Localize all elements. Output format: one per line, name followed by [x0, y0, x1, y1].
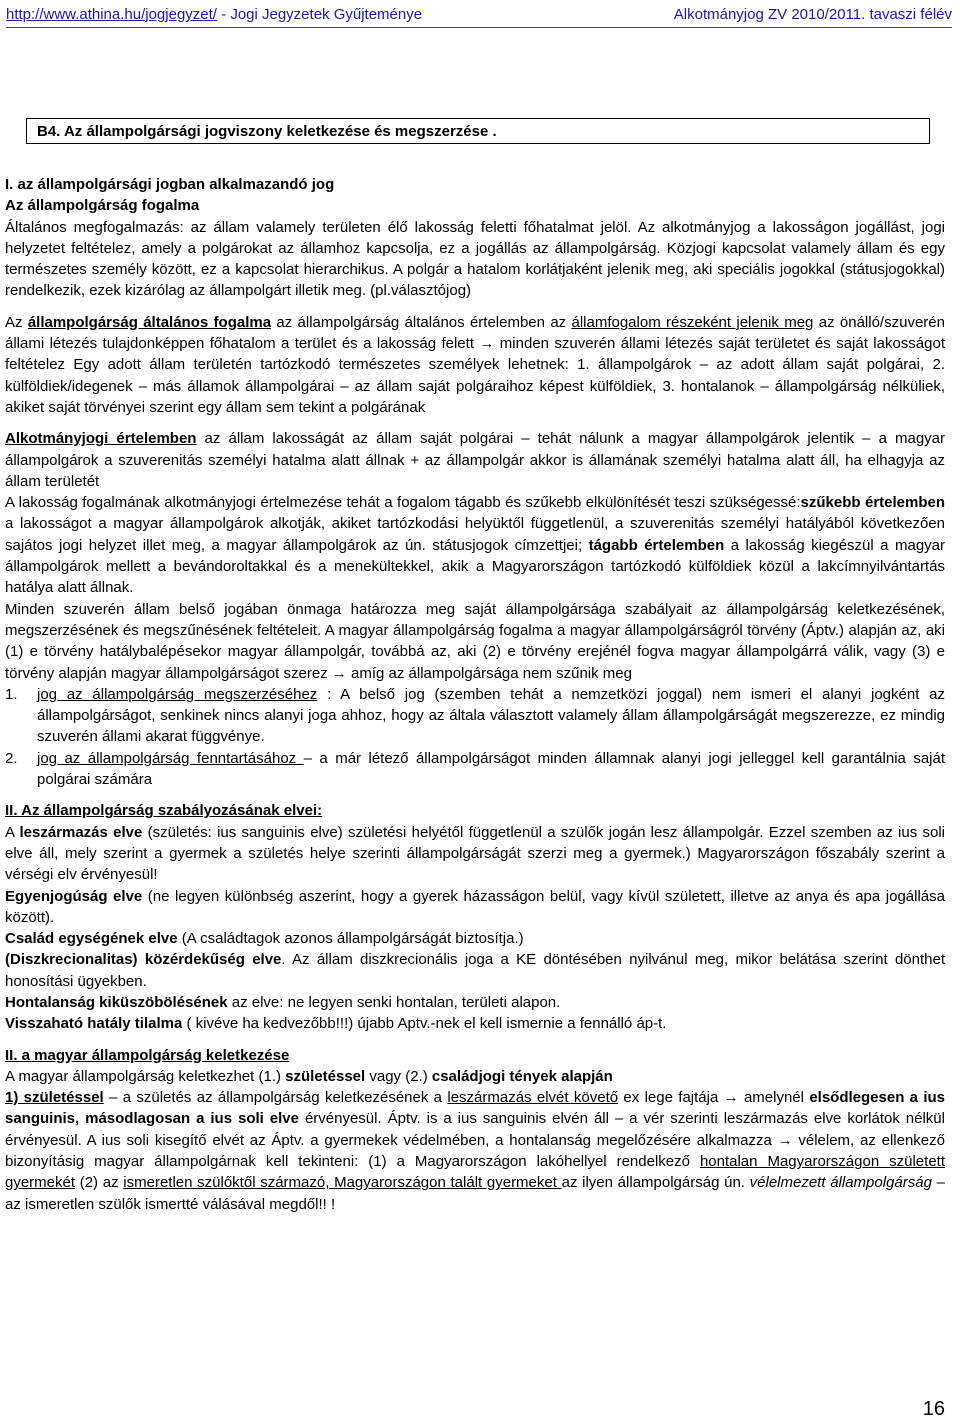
- section2-heading: II. Az állampolgárság szabályozásának elvei:: [5, 802, 323, 820]
- term-family-law: családjogi tények alapján: [431, 1067, 613, 1085]
- term-right-maintain: jog az állampolgárság fenntartásához: [37, 749, 304, 767]
- paragraph-statelessness: Hontalanság kiküszöbölésének az elve: ne legyen senki hontalan, területi alapon.: [5, 993, 561, 1011]
- term-ius-sanguinis: elsődlegesen a ius sanguinis, másodlagosan a ius soli elve: [5, 1089, 946, 1128]
- page-header: [6, 4, 952, 26]
- paragraph-retroactivity: Visszaható hatály tilalma ( kivéve ha kedvezőbb!!!) újabb Aptv.-nek el kell ismernie a fennálló áp-t.: [5, 1015, 667, 1033]
- paragraph-equality-principle: Egyenjogúság elve (ne legyen különbség aszerint, hogy a gyerek házasságon belül, vagy kívül született, illetve az anya és apa jogállása között).: [5, 887, 945, 926]
- paragraph-sovereign-state: Minden szuverén állam belső jogában önmaga határozza meg saját állampolgársága szabályait az állampolgárság keletkezésének, megszerzésének és megszűnésének feltételeit. A magyar állampolgárság fogalma a magyar állampolgárságról törvény (Áptv.) alapján az, aki (1) e törvény hatálybalépésekor magyar állampolgár, továbbá az, aki (2) e törvény erejénél fogva magyar állampolgárrá válik, vagy (3) e törvény alapján magyar állampolgárságot szerez → amíg az állampolgársága nem szűnik meg: [5, 600, 945, 682]
- paragraph-origin: A magyar állampolgárság keletkezhet (1.) születéssel vagy (2.) családjogi tények alapján: [5, 1067, 613, 1085]
- document-body: [5, 174, 945, 1215]
- term-discretion: (Diszkrecionalitas) közérdekűség elve: [5, 951, 282, 969]
- header-separator: -: [216, 6, 231, 23]
- term-retroactivity: Visszaható hatály tilalma: [5, 1015, 183, 1033]
- header-url-link[interactable]: http://www.athina.hu/jogjegyzet/: [6, 6, 217, 23]
- list-item-2: 2. jog az állampolgárság fenntartásához – a már létező állampolgárságot minden államnak alanyi jogi jelleggel kell garantálnia saját polgárai számára: [5, 748, 945, 791]
- page-number: 16: [922, 1398, 945, 1420]
- paragraph-discretion: (Diszkrecionalitas) közérdekűség elve. Az állam diszkrecionális joga a KE döntésében nyilvánul meg, mikor belátása szerint dönthet honosítási ügyekben.: [5, 951, 945, 990]
- header-course: Alkotmányjog ZV 2010/2011. tavaszi félév: [673, 6, 952, 23]
- list-number: 2.: [5, 749, 18, 767]
- term-narrow-sense: szűkebb értelemben: [800, 494, 946, 512]
- header-divider: [6, 27, 952, 28]
- term-family-unity: Család egységének elve: [5, 930, 178, 948]
- term-birth: születéssel: [285, 1067, 366, 1085]
- term-presumed-citizenship: vélelmezett állampolgárság: [749, 1174, 932, 1192]
- paragraph-constitutional-sense: Alkotmányjogi értelemben az állam lakosságát az állam saját polgárai – tehát nálunk a magyar állampolgárok jelentik – a magyar állampolgárok a szuverenitás személyi hatalma alatt állnak + az állampolgár akkor is államának személyi hatalma alatt áll, ha elhagyja az állam területét: [5, 430, 946, 490]
- paragraph-population: A lakosság fogalmának alkotmányjogi értelmezése tehát a fogalom tágabb és szűkebb elkülönítését teszi szükségessé:szűkebb értelemben a lakosságot a magyar állampolgárok alkotják, akiket tartózkodási helyüktől függetlenül, a szuverenitás személyi hatályából következően sajátos jogi helyzet illet meg, a magyar állampolgárok az ún. státusjogok címzettjei; tágabb értelemben a lakosság kiegészül a magyar állampolgárok mellett a bevándoroltakkal és a menekültekkel, akik a Magyarországon tartózkodó külföldiek közül a lakcímnyilvántartás hatálya alatt állnak.: [5, 494, 946, 597]
- document-title: B4. Az állampolgársági jogviszony keletkezése és megszerzése .: [26, 118, 930, 144]
- list-number: 1.: [5, 685, 18, 703]
- section1-heading: I. az állampolgársági jogban alkalmazandó jog: [5, 176, 335, 193]
- term-equality: Egyenjogúság elve: [5, 887, 143, 905]
- paragraph-general-concept: Az állampolgárság általános fogalma az állampolgárság általános értelemben az államfogalom részeként jelenik meg az önálló/szuverén állami létezés tulajdonképpen főhatalom a terület és a lakosság felett → minden szuverén állami létezés saját területet és saját lakosságot feltételez Egy adott állam területén tartózkodó természetes személyek lehetnek: 1. állampolgárok – az adott állam saját polgárai, 2. külföldiek/idegenek – más államok állampolgárai – az állam saját polgáraihoz képest külföldiek, 3. hontalanok – állampolgárság nélküliek, akiket saját törvényei szerint egy állam sem tekint a polgárának: [5, 313, 945, 416]
- term-broad-sense: tágabb értelemben: [588, 536, 725, 554]
- term-state-concept: államfogalom részeként jelenik meg: [571, 313, 814, 331]
- term-by-birth: 1) születéssel: [5, 1089, 104, 1107]
- term-statelessness: Hontalanság kiküszöbölésének: [5, 993, 228, 1011]
- term-general-concept: állampolgárság általános fogalma: [27, 313, 272, 331]
- paragraph-general-definition: Általános megfogalmazás: az állam valamely területen élő lakosság feletti főhatalmat jelöl. Az alkotmányjog a lakosságon jogállást, jogi helyzetet feltételez, amely a polgárokat az államhoz kapcsolja, ez a jogállás az állampolgárság. Közjogi kapcsolat valamely állam és egy természetes személy között, ez a kapcsolat hierarchikus. A polgár a hatalom korlátjaként jelenik meg, aki speciális jogokkal (státusjogokkal) rendelkezik, ezek kizárólag az állampolgárt illetik meg. (pl.választójog): [5, 218, 945, 300]
- term-constitutional-sense: Alkotmányjogi értelemben: [5, 430, 197, 448]
- term-right-acquire: jog az állampolgárság megszerzéséhez: [37, 685, 318, 703]
- paragraph-family-unity: Család egységének elve (A családtagok azonos állampolgárságát biztosítja.): [5, 930, 524, 948]
- term-descent: leszármazás elve: [19, 823, 143, 841]
- header-site-name: Jogi Jegyzetek Gyűjteménye: [230, 6, 423, 23]
- section3-heading: II. a magyar állampolgárság keletkezése: [5, 1046, 290, 1064]
- paragraph-descent-principle: A leszármazás elve (születés: ius sanguinis elve) születési helyétől függetlenül a szülők jogán lesz állampolgár. Ezzel szemben az ius soli elve áll, mely szerint a gyermek a születés helye szerinti állampolgárságát szerzi meg a gyermek.) Magyarországon főszabály szerint a vérségi elv érvényesül!: [5, 823, 945, 884]
- list-item-1: 1. jog az állampolgárság megszerzéséhez : A belső jog (szemben tehát a nemzetközi joggal) nem ismeri el alanyi jogként az állampolgárságot, senkinek nincs alanyi joga ahhoz, hogy az általa választott valamely állam állampolgárságát megszerezze, ez mindig szuverén állami akarat függvénye.: [5, 684, 945, 748]
- paragraph-by-birth: 1) születéssel – a születés az állampolgárság keletkezésének a leszármazás elvét követő ex lege fajtája → amelynél elsődlegesen a ius sanguinis, másodlagosan a ius soli elve érvényesül. Áptv. is a ius sanguinis elvén áll – a vér szerinti leszármazás elve korlátok nélkül érvényesül. A ius soli kisegítő elvét az Áptv. a gyermekek védelmében, a hontalanság megelőzésére alkalmazza → vélelem, az ellenkező bizonyításig magyar állampolgárnak kell tekinteni: (1) a Magyarországon lakóhellyel rendelkező hontalan Magyarországon született gyermekét (2) az ismeretlen szülőktől származó, Magyarországon talált gyermeket az ilyen állampolgárság ún. vélelmezett állampolgárság – az ismeretlen szülők ismertté válásával megdől!! !: [5, 1089, 946, 1213]
- section1-subheading: Az állampolgárság fogalma: [5, 197, 200, 215]
